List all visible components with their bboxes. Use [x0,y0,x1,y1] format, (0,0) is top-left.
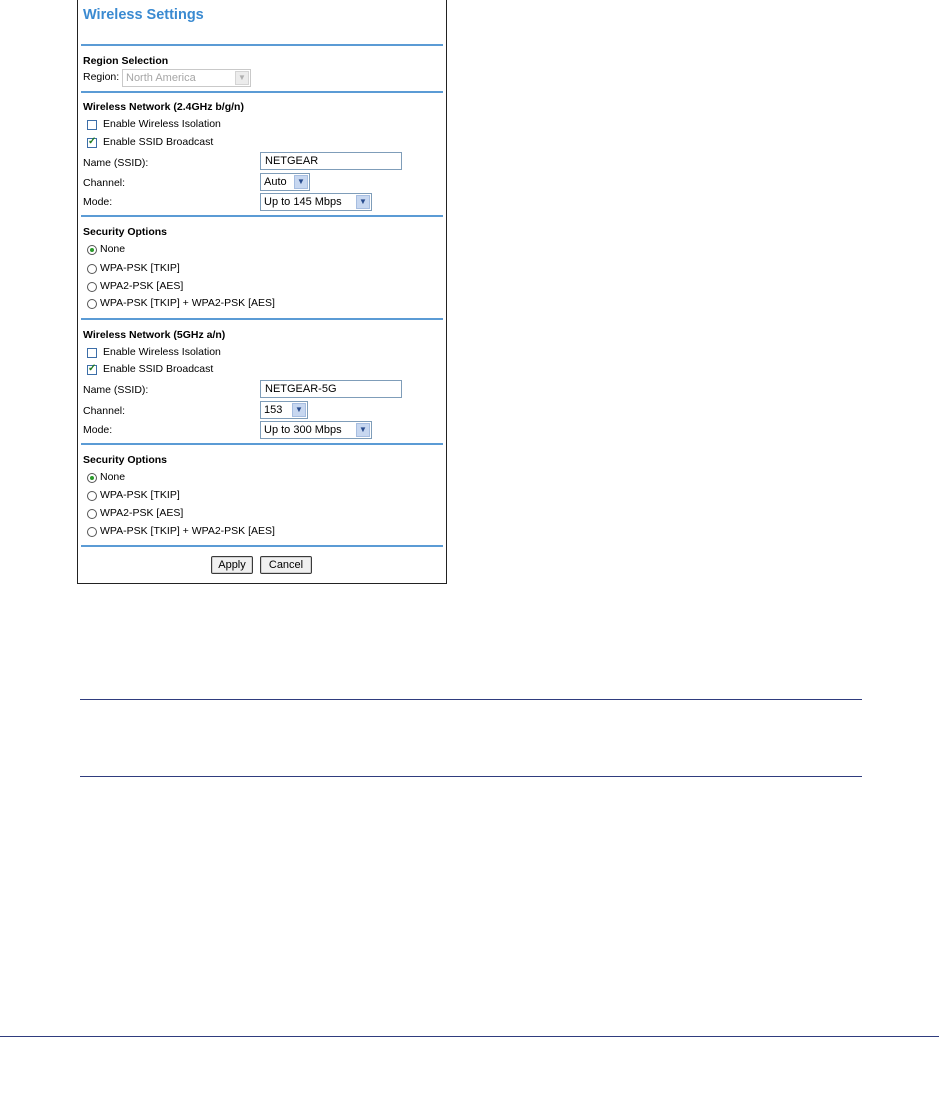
security-5-option: WPA-PSK [TKIP] [100,489,180,501]
section-divider [81,44,443,46]
mode-24-label: Mode: [83,196,113,208]
security-5-option: None [100,471,126,483]
isolation-24-checkbox[interactable] [87,120,97,130]
channel-5-select[interactable] [260,401,308,419]
ssid-5-label: Name (SSID): [83,384,149,396]
checkmark-icon: ✓ [88,363,97,374]
isolation-5-checkbox[interactable] [87,348,97,358]
ssid-broadcast-24-checkbox[interactable] [87,138,97,148]
region-value: North America [126,72,196,84]
security-5-radio-none[interactable] [87,473,97,483]
ssid-broadcast-24-label: Enable SSID Broadcast [103,136,214,148]
channel-5-value: 153 [264,404,283,416]
region-label: Region: [83,71,120,83]
page-title: Wireless Settings [83,7,204,23]
page-footer-rule [0,1036,939,1037]
section-divider [81,215,443,217]
security-5-radio-wpa2[interactable] [87,509,97,519]
security-5-option: WPA2-PSK [AES] [100,507,184,519]
channel-24-value: Auto [264,176,287,188]
mode-24-value: Up to 145 Mbps [264,196,342,208]
ssid-broadcast-5-checkbox[interactable] [87,365,97,375]
chevron-down-icon: ▼ [235,71,249,85]
mode-5-value: Up to 300 Mbps [264,424,342,436]
apply-button[interactable]: Apply [211,556,253,574]
channel-5-label: Channel: [83,405,126,417]
security-5-option: WPA-PSK [TKIP] + WPA2-PSK [AES] [100,525,275,537]
radio-selected-dot [90,248,94,252]
isolation-24-label: Enable Wireless Isolation [103,118,221,130]
section-divider [81,91,443,93]
security-24-option: WPA-PSK [TKIP] + WPA2-PSK [AES] [100,297,275,309]
security-24-option: None [100,243,126,255]
isolation-5-label: Enable Wireless Isolation [103,346,221,358]
mode-5-select[interactable] [260,421,372,439]
security-5-radio-mixed[interactable] [87,527,97,537]
security-24-radio-none[interactable] [87,245,97,255]
ssid-24-input[interactable]: NETGEAR [260,152,402,170]
ssid-5-input[interactable]: NETGEAR-5G [260,380,402,398]
cancel-button[interactable]: Cancel [260,556,312,574]
radio-selected-dot [90,476,94,480]
ssid-broadcast-5-label: Enable SSID Broadcast [103,363,214,375]
section-divider [81,443,443,445]
channel-24-label: Channel: [83,177,126,189]
chevron-down-icon: ▼ [294,175,308,189]
security-24-heading: Security Options [83,226,168,238]
security-24-radio-mixed[interactable] [87,299,97,309]
checkmark-icon: ✓ [88,136,97,147]
wireless-settings-panel [77,0,447,584]
security-24-radio-wpa[interactable] [87,264,97,274]
chevron-down-icon: ▼ [356,423,370,437]
section-divider [81,318,443,320]
wireless-24-heading: Wireless Network (2.4GHz b/g/n) [83,101,244,113]
security-24-radio-wpa2[interactable] [87,282,97,292]
security-24-option: WPA-PSK [TKIP] [100,262,180,274]
channel-24-select[interactable] [260,173,310,191]
page-divider [80,699,862,700]
ssid-24-label: Name (SSID): [83,157,149,169]
region-heading: Region Selection [83,55,169,67]
section-divider [81,545,443,547]
mode-24-select[interactable] [260,193,372,211]
mode-5-label: Mode: [83,424,113,436]
security-5-heading: Security Options [83,454,168,466]
region-select[interactable] [122,69,251,87]
security-5-radio-wpa[interactable] [87,491,97,501]
security-24-option: WPA2-PSK [AES] [100,280,184,292]
wireless-5-heading: Wireless Network (5GHz a/n) [83,329,226,341]
chevron-down-icon: ▼ [292,403,306,417]
chevron-down-icon: ▼ [356,195,370,209]
page-divider [80,776,862,777]
